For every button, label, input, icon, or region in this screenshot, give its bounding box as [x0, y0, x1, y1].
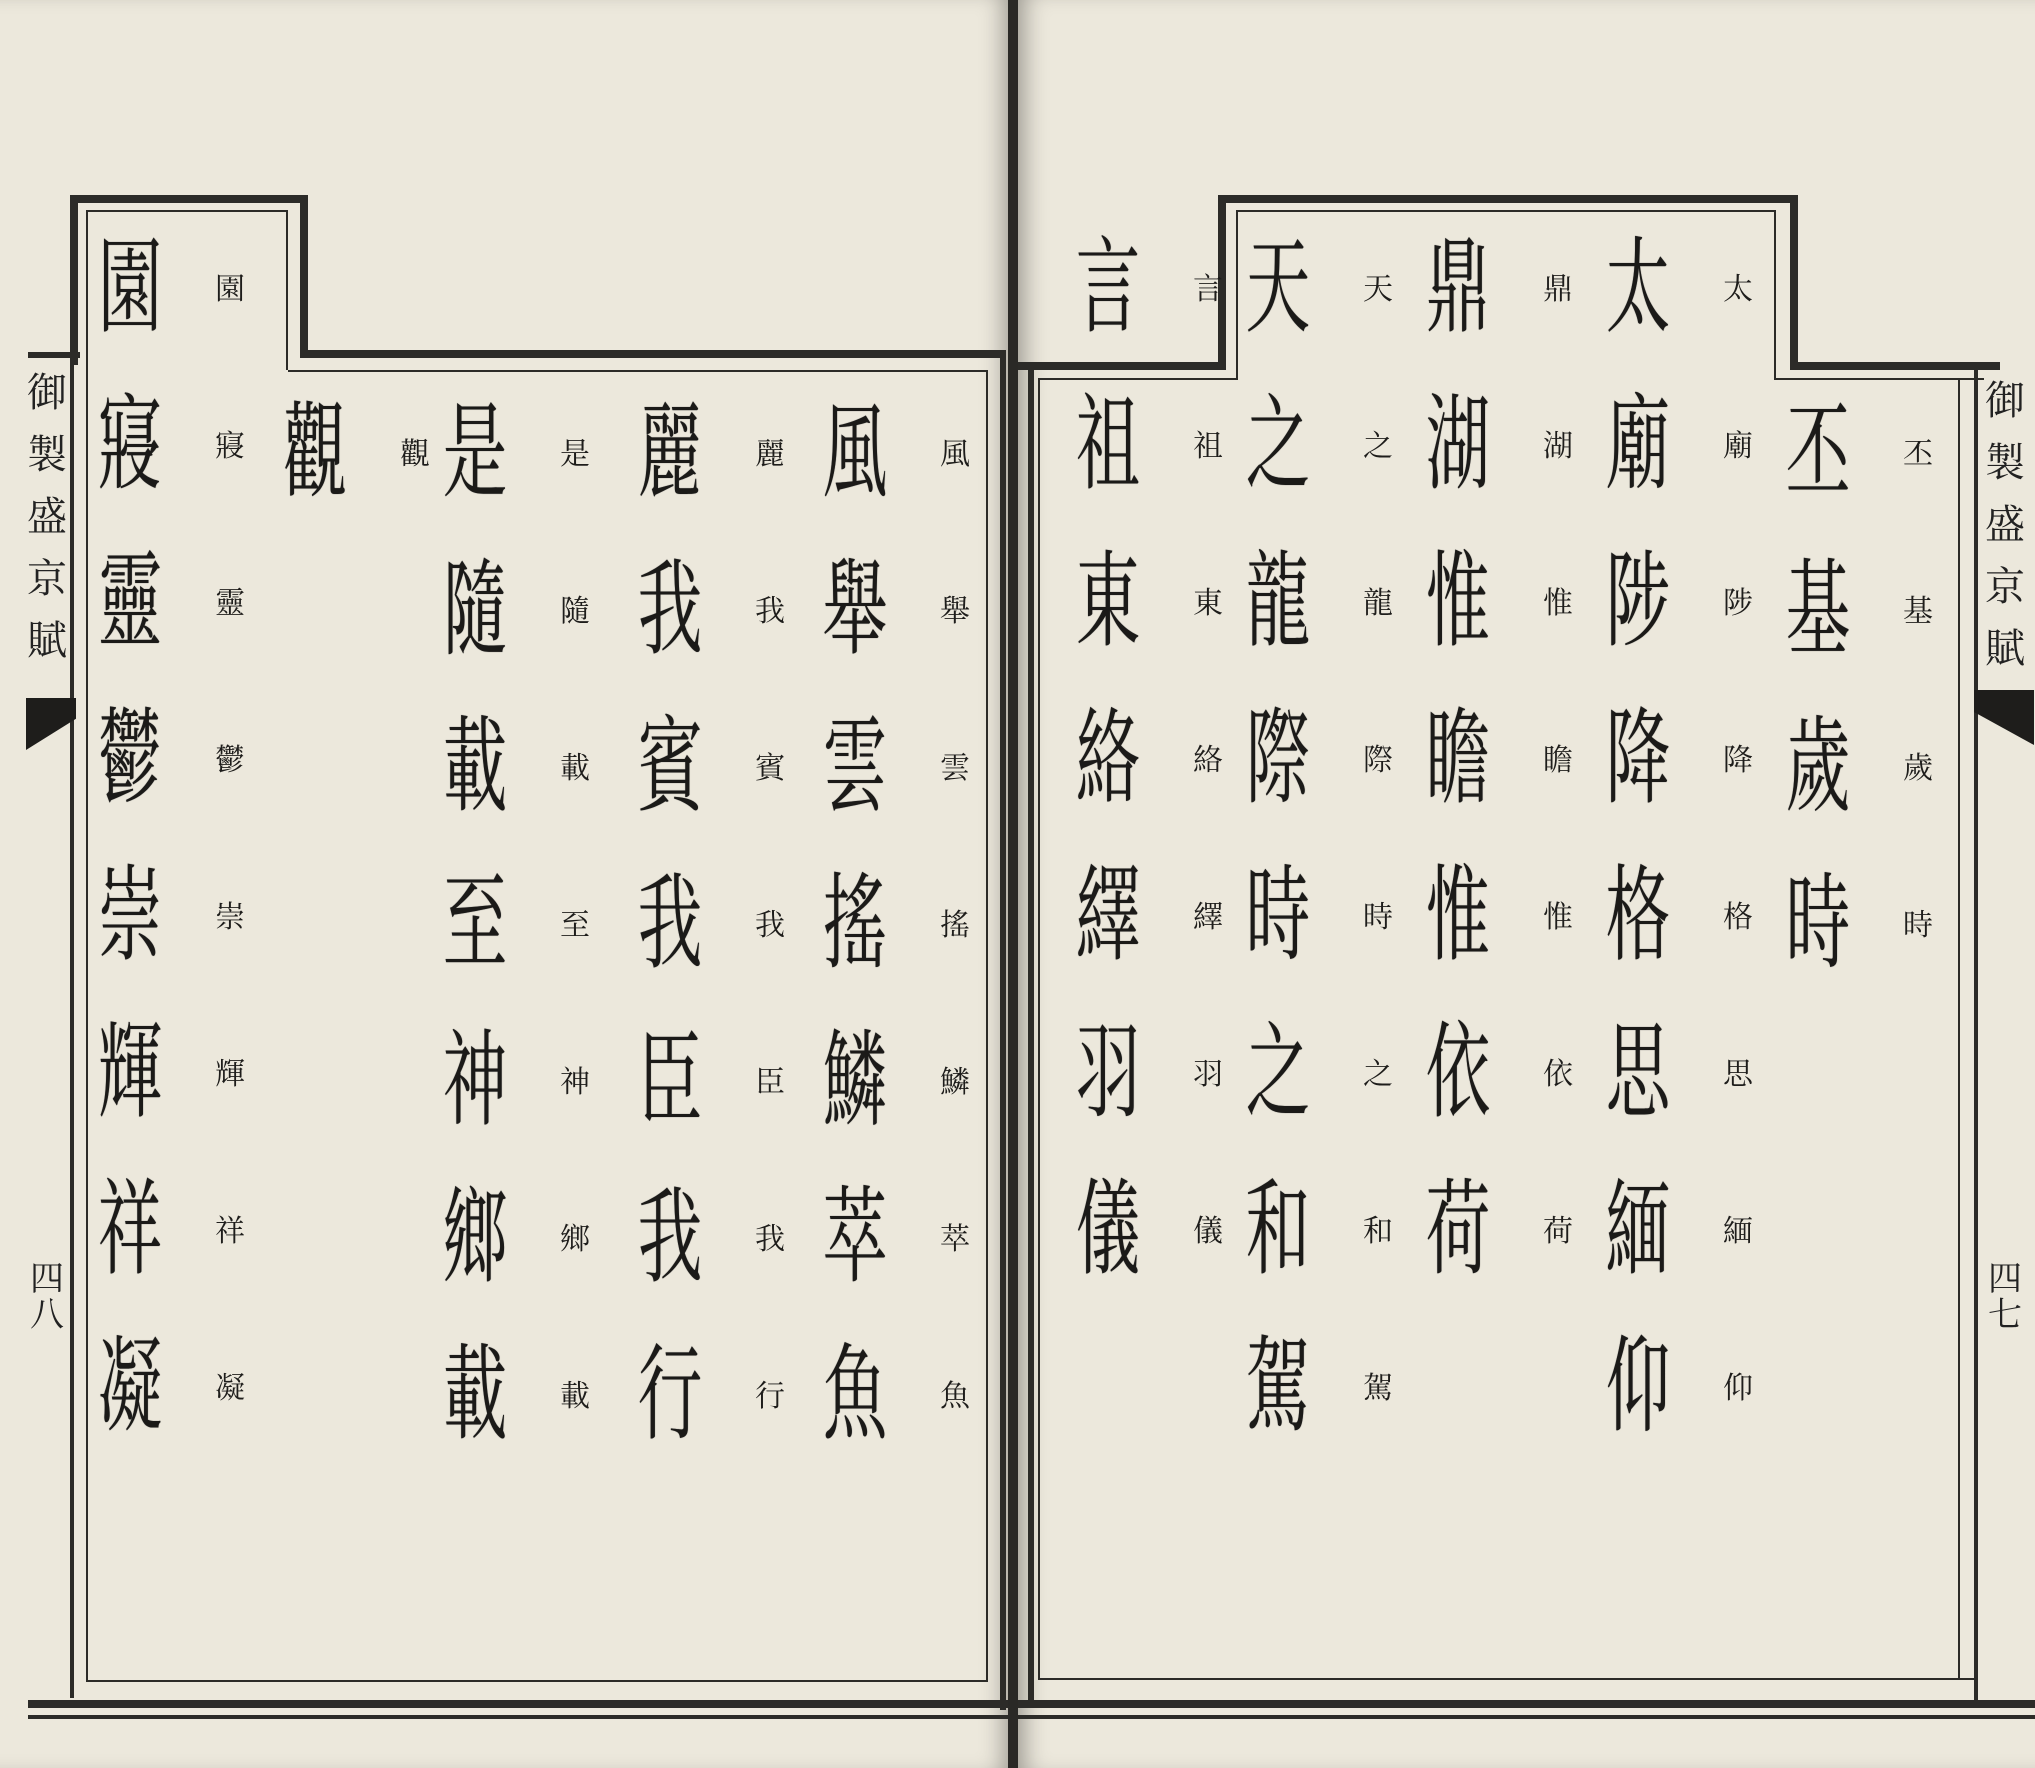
- page-number: 四七: [1988, 1259, 2022, 1335]
- seal-char: 祥: [97, 1168, 163, 1290]
- small-char: 天: [1363, 272, 1393, 307]
- margin-title-char: 京: [1985, 564, 2025, 610]
- seal-char: 雲: [822, 705, 888, 827]
- seal-char: 寢: [97, 383, 163, 505]
- frame-bottom-inner: [28, 1715, 1008, 1719]
- small-char: 羽: [1193, 1057, 1223, 1092]
- small-char: 祖: [1193, 429, 1223, 464]
- seal-char: 陟: [1605, 540, 1671, 662]
- frame-bottom-inner: [1018, 1715, 2035, 1719]
- margin-title-char: 製: [27, 432, 67, 478]
- seal-char: 之: [1245, 383, 1311, 505]
- frame-inner-step-side: [286, 210, 288, 370]
- small-char: 陟: [1723, 586, 1753, 621]
- small-char: 緬: [1723, 1214, 1753, 1249]
- small-char: 雲: [940, 751, 970, 786]
- frame-inner-top-right: [1774, 378, 1984, 380]
- seal-char: 隨: [442, 548, 508, 670]
- seal-char: 麗: [637, 391, 703, 513]
- page-number: 四八: [30, 1259, 64, 1335]
- seal-char: 龍: [1245, 540, 1311, 662]
- small-char: 至: [560, 908, 590, 943]
- seal-char: 鄉: [442, 1176, 508, 1298]
- seal-char: 風: [822, 391, 888, 513]
- small-char: 魚: [940, 1379, 970, 1414]
- seal-char: 絡: [1075, 697, 1141, 819]
- frame-top-left: [1018, 362, 1226, 370]
- small-char: 隨: [560, 594, 590, 629]
- seal-char: 之: [1245, 1011, 1311, 1133]
- frame-inner-bottom: [86, 1680, 986, 1682]
- frame-top-right: [1790, 362, 2000, 370]
- frame-right: [1000, 350, 1006, 1710]
- small-char: 依: [1543, 1057, 1573, 1092]
- seal-char: 我: [637, 862, 703, 984]
- seal-char: 載: [442, 1333, 508, 1455]
- seal-char: 至: [442, 862, 508, 984]
- small-char: 賓: [755, 751, 785, 786]
- frame-top-step: [70, 195, 308, 203]
- seal-char: 駕: [1245, 1325, 1311, 1447]
- small-char: 歲: [1903, 751, 1933, 786]
- small-char: 絡: [1193, 743, 1223, 778]
- margin-line: [70, 358, 74, 1698]
- seal-char: 是: [442, 391, 508, 513]
- seal-char: 我: [637, 1176, 703, 1298]
- small-char: 載: [560, 1379, 590, 1414]
- small-char: 臣: [755, 1065, 785, 1100]
- seal-char: 時: [1785, 862, 1851, 984]
- seal-char: 惟: [1425, 540, 1491, 662]
- seal-char: 廟: [1605, 383, 1671, 505]
- small-char: 搖: [940, 908, 970, 943]
- small-char: 行: [755, 1379, 785, 1414]
- frame-inner-top: [288, 370, 988, 372]
- small-char: 時: [1363, 900, 1393, 935]
- margin-title-char: 賦: [27, 618, 67, 664]
- margin-title-char: 御: [27, 370, 67, 416]
- small-char: 載: [560, 751, 590, 786]
- frame-inner-bottom: [1038, 1678, 1978, 1680]
- seal-char: 我: [637, 548, 703, 670]
- small-char: 仰: [1723, 1371, 1753, 1406]
- small-char: 儀: [1193, 1214, 1223, 1249]
- frame-top: [300, 350, 1005, 358]
- seal-char: 思: [1605, 1011, 1671, 1133]
- frame-step-right: [1790, 195, 1798, 365]
- seal-char: 緬: [1605, 1168, 1671, 1290]
- small-char: 格: [1723, 900, 1753, 935]
- small-char: 惟: [1543, 900, 1573, 935]
- small-char: 鬱: [215, 743, 245, 778]
- seal-char: 基: [1785, 548, 1851, 670]
- frame-inner-right: [1958, 378, 1960, 1678]
- small-char: 駕: [1363, 1371, 1393, 1406]
- small-char: 祥: [215, 1214, 245, 1249]
- margin-title-char: 御: [1985, 378, 2025, 424]
- small-char: 湖: [1543, 429, 1573, 464]
- seal-char: 湖: [1425, 383, 1491, 505]
- seal-char: 凝: [97, 1325, 163, 1447]
- seal-char: 祖: [1075, 383, 1141, 505]
- frame-left: [1028, 362, 1034, 1707]
- frame-inner-top-step: [86, 210, 286, 212]
- margin-title-char: 製: [1985, 440, 2025, 486]
- seal-char: 丕: [1785, 391, 1851, 513]
- small-char: 廟: [1723, 429, 1753, 464]
- small-char: 寢: [215, 429, 245, 464]
- frame-inner-step-left: [1236, 210, 1238, 380]
- small-char: 麗: [755, 437, 785, 472]
- seal-char: 羽: [1075, 1011, 1141, 1133]
- frame-top-step: [1218, 195, 1798, 203]
- small-char: 萃: [940, 1222, 970, 1257]
- seal-char: 儀: [1075, 1168, 1141, 1290]
- margin-title-char: 盛: [27, 494, 67, 540]
- small-char: 言: [1193, 272, 1223, 307]
- seal-char: 依: [1425, 1011, 1491, 1133]
- seal-char: 臣: [637, 1019, 703, 1141]
- small-char: 思: [1723, 1057, 1753, 1092]
- small-char: 神: [560, 1065, 590, 1100]
- margin-line: [1974, 362, 1978, 1702]
- seal-char: 園: [97, 226, 163, 348]
- seal-char: 言: [1075, 226, 1141, 348]
- seal-char: 行: [637, 1333, 703, 1455]
- frame-bottom: [28, 1700, 1008, 1708]
- small-char: 輝: [215, 1057, 245, 1092]
- small-char: 舉: [940, 594, 970, 629]
- fold-mark: [1974, 690, 2034, 745]
- small-char: 之: [1363, 429, 1393, 464]
- frame-bottom: [1018, 1700, 2035, 1708]
- seal-char: 際: [1245, 697, 1311, 819]
- seal-char: 舉: [822, 548, 888, 670]
- small-char: 和: [1363, 1214, 1393, 1249]
- seal-char: 仰: [1605, 1325, 1671, 1447]
- seal-char: 格: [1605, 854, 1671, 976]
- small-char: 荷: [1543, 1214, 1573, 1249]
- frame-inner-top-step: [1236, 210, 1776, 212]
- seal-char: 鱗: [822, 1019, 888, 1141]
- small-char: 東: [1193, 586, 1223, 621]
- seal-char: 和: [1245, 1168, 1311, 1290]
- seal-char: 降: [1605, 697, 1671, 819]
- frame-inner-step-right: [1774, 210, 1776, 380]
- margin-title-char: 盛: [1985, 502, 2025, 548]
- left-page: [0, 0, 1010, 1768]
- seal-char: 搖: [822, 862, 888, 984]
- seal-char: 荷: [1425, 1168, 1491, 1290]
- frame-inner-right: [986, 370, 988, 1682]
- margin-title-char: 京: [27, 556, 67, 602]
- small-char: 惟: [1543, 586, 1573, 621]
- seal-char: 輝: [97, 1011, 163, 1133]
- frame-left-upper: [70, 195, 78, 365]
- small-char: 我: [755, 594, 785, 629]
- seal-char: 惟: [1425, 854, 1491, 976]
- seal-char: 神: [442, 1019, 508, 1141]
- small-char: 時: [1903, 908, 1933, 943]
- seal-char: 歲: [1785, 705, 1851, 827]
- seal-char: 觀: [282, 391, 348, 513]
- small-char: 我: [755, 1222, 785, 1257]
- small-char: 丕: [1903, 437, 1933, 472]
- small-char: 鱗: [940, 1065, 970, 1100]
- small-char: 瞻: [1543, 743, 1573, 778]
- frame-inner-top-left: [1038, 378, 1238, 380]
- seal-char: 天: [1245, 226, 1311, 348]
- small-char: 太: [1723, 272, 1753, 307]
- seal-char: 萃: [822, 1176, 888, 1298]
- seal-char: 靈: [97, 540, 163, 662]
- small-char: 龍: [1363, 586, 1393, 621]
- seal-char: 瞻: [1425, 697, 1491, 819]
- frame-inner-left: [86, 210, 88, 1682]
- seal-char: 鬱: [97, 697, 163, 819]
- small-char: 靈: [215, 586, 245, 621]
- seal-char: 鼎: [1425, 226, 1491, 348]
- small-char: 我: [755, 908, 785, 943]
- small-char: 崇: [215, 900, 245, 935]
- seal-char: 太: [1605, 226, 1671, 348]
- seal-char: 崇: [97, 854, 163, 976]
- small-char: 際: [1363, 743, 1393, 778]
- right-page: [1018, 0, 2035, 1768]
- small-char: 觀: [400, 437, 430, 472]
- small-char: 之: [1363, 1057, 1393, 1092]
- small-char: 是: [560, 437, 590, 472]
- seal-char: 賓: [637, 705, 703, 827]
- frame-inner-left: [1038, 378, 1040, 1678]
- small-char: 基: [1903, 594, 1933, 629]
- seal-char: 載: [442, 705, 508, 827]
- seal-char: 時: [1245, 854, 1311, 976]
- small-char: 鄉: [560, 1222, 590, 1257]
- small-char: 繹: [1193, 900, 1223, 935]
- seal-char: 繹: [1075, 854, 1141, 976]
- small-char: 凝: [215, 1371, 245, 1406]
- frame-step-side: [300, 195, 308, 357]
- small-char: 降: [1723, 743, 1753, 778]
- seal-char: 東: [1075, 540, 1141, 662]
- seal-char: 魚: [822, 1333, 888, 1455]
- small-char: 園: [215, 272, 245, 307]
- small-char: 風: [940, 437, 970, 472]
- small-char: 鼎: [1543, 272, 1573, 307]
- margin-title-char: 賦: [1985, 626, 2025, 672]
- fold-mark: [26, 698, 76, 750]
